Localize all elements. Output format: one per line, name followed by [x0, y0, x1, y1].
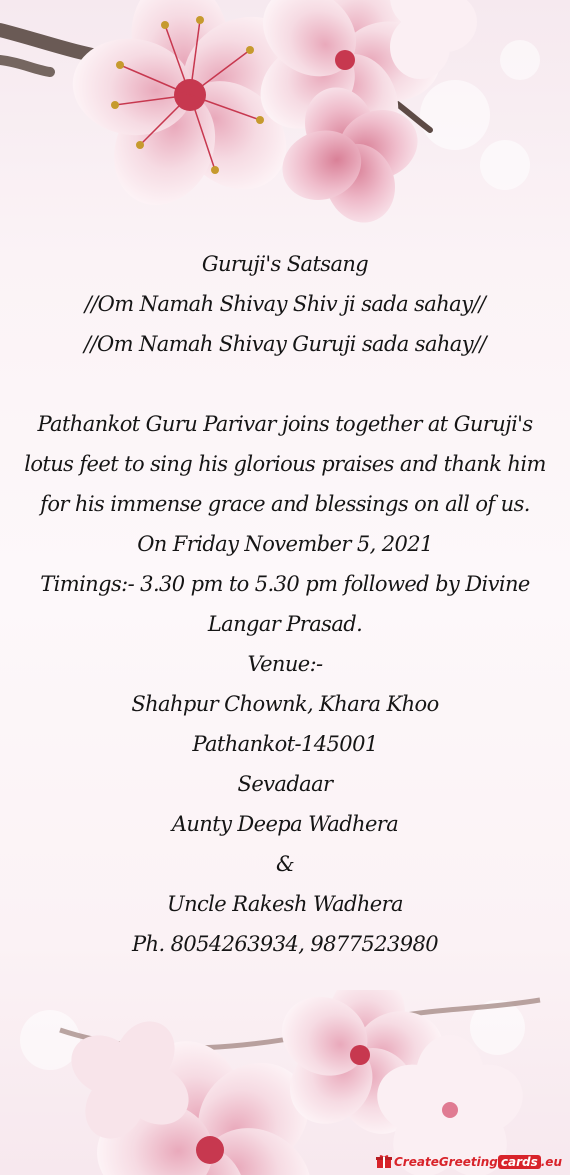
cherry-blossom-bottom-image — [0, 990, 570, 1175]
gift-icon — [376, 1154, 392, 1168]
brand-name: CreateGreeting — [394, 1155, 498, 1169]
event-date: On Friday November 5, 2021 — [137, 532, 433, 556]
timing-line: Langar Prasad. — [207, 612, 363, 636]
message-line: lotus feet to sing his glorious praises and thank him — [24, 452, 546, 476]
spacer — [20, 364, 550, 404]
timing-line: Timings:- 3.30 pm to 5.30 pm followed by Divine — [40, 572, 530, 596]
host-name: Aunty Deepa Wadhera — [171, 812, 399, 836]
host-name: Uncle Rakesh Wadhera — [167, 892, 403, 916]
brand-domain: .eu — [540, 1155, 562, 1169]
phone-numbers: Ph. 8054263934, 9877523980 — [132, 932, 438, 956]
brand-cards: cards — [498, 1155, 541, 1169]
createGreetingcards-brand[interactable] — [376, 1154, 562, 1169]
message-line: Pathankot Guru Parivar joins together at Guruji's — [37, 412, 533, 436]
message-line: for his immense grace and blessings on all of us. — [40, 492, 530, 516]
mantra-line: //Om Namah Shivay Guruji sada sahay// — [84, 332, 486, 356]
sevadaar-label: Sevadaar — [237, 772, 333, 796]
venue-label: Venue:- — [247, 652, 323, 676]
venue-city: Pathankot-145001 — [192, 732, 378, 756]
venue-address: Shahpur Chownk, Khara Khoo — [131, 692, 439, 716]
cherry-blossom-top-image — [0, 0, 570, 240]
mantra-line: //Om Namah Shivay Shiv ji sada sahay// — [84, 292, 486, 316]
card-title: Guruji's Satsang — [201, 252, 369, 276]
ampersand: & — [275, 852, 295, 876]
invitation-text — [20, 244, 550, 964]
